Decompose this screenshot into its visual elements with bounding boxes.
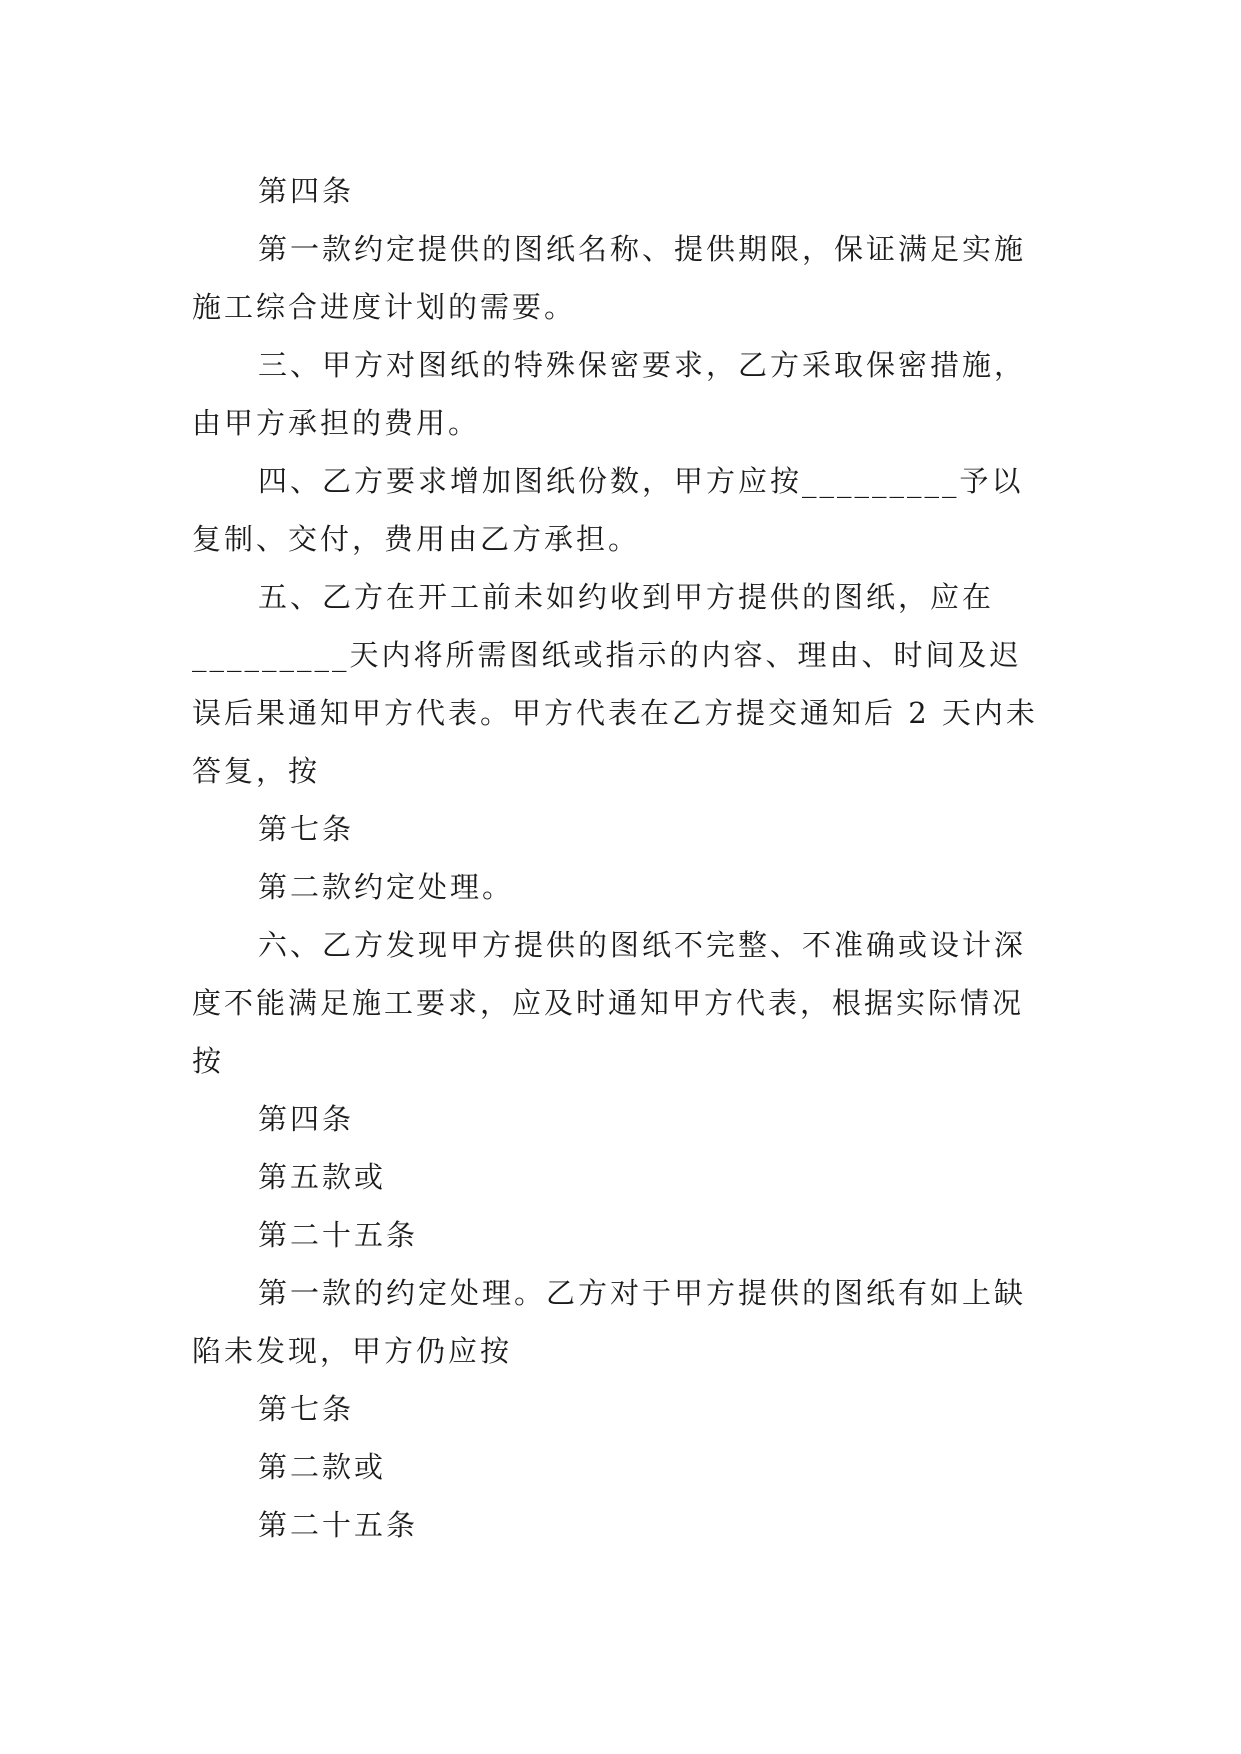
document-body [192, 162, 1052, 1554]
paragraph: 第二款或 [258, 1450, 387, 1484]
paragraph: 第二款约定处理。 [258, 870, 515, 904]
paragraph: 第二十五条 [258, 1218, 419, 1252]
paragraph: 第七条 [258, 1392, 355, 1426]
paragraph: 第五款或 [258, 1160, 387, 1194]
paragraph: 三、甲方对图纸的特殊保密要求，乙方采取保密措施，由甲方承担的费用。 [192, 348, 1027, 440]
paragraph: 第一款的约定处理。乙方对于甲方提供的图纸有如上缺陷未发现，甲方仍应按 [192, 1276, 1027, 1368]
paragraph: 第二十五条 [258, 1508, 419, 1542]
paragraph: 四、乙方要求增加图纸份数，甲方应按_________予以复制、交付，费用由乙方承担。 [192, 464, 1024, 556]
paragraph: 第一款约定提供的图纸名称、提供期限，保证满足实施施工综合进度计划的需要。 [192, 232, 1027, 324]
paragraph: 第四条 [258, 174, 355, 208]
paragraph: 五、乙方在开工前未如约收到甲方提供的图纸，应在_________天内将所需图纸或指示的内容、理由、时间及迟误后果通知甲方代表。甲方代表在乙方提交通知后 2 天内未答复，按 [192, 580, 1038, 788]
paragraph: 第四条 [258, 1102, 355, 1136]
paragraph: 六、乙方发现甲方提供的图纸不完整、不准确或设计深度不能满足施工要求，应及时通知甲方代表，根据实际情况按 [192, 928, 1027, 1078]
paragraph: 第七条 [258, 812, 355, 846]
